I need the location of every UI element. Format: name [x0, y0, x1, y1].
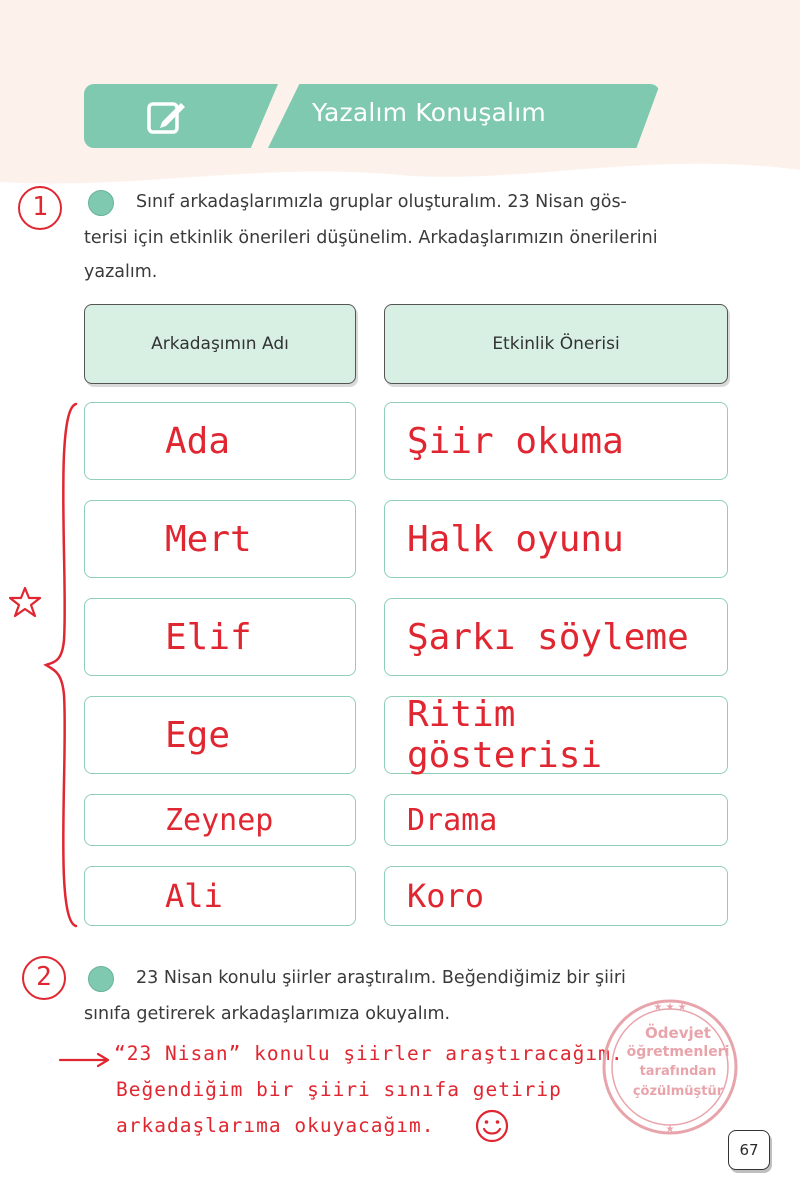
stamp-line-2: öğretmenleri	[626, 1044, 730, 1060]
question-bullet-2	[88, 966, 114, 992]
stamp-line-4: çözülmüştür	[632, 1084, 724, 1099]
row-3-name: Elif	[84, 598, 356, 676]
row-5-idea: Drama	[384, 794, 728, 846]
row-4-name: Ege	[84, 696, 356, 774]
edit-icon	[146, 96, 188, 138]
page-number: 67	[728, 1130, 770, 1170]
question-number-2: 2	[22, 956, 66, 1000]
row-6-name: Ali	[84, 866, 356, 926]
svg-text:★: ★	[665, 1124, 675, 1135]
question-bullet-1	[88, 190, 114, 216]
row-1-name: Ada	[84, 402, 356, 480]
row-3-idea: Şarkı söyleme	[384, 598, 728, 676]
svg-text:★ ★ ★: ★ ★ ★	[653, 1002, 687, 1013]
q2-line-1: 23 Nisan konulu şiirler araştıralım. Beğendiğimiz bir şiiri	[136, 968, 626, 988]
q1-line-1: Sınıf arkadaşlarımızla gruplar oluşturalım. 23 Nisan gös-	[136, 192, 627, 212]
answer-line-1: “23 Nisan” konulu şiirler araştıracağım.	[114, 1042, 624, 1065]
arrow-right-icon	[58, 1052, 112, 1068]
q2-line-2: sınıfa getirerek arkadaşlarımıza okuyalım.	[84, 1004, 451, 1024]
row-2-name: Mert	[84, 500, 356, 578]
header-friend-name: Arkadaşımın Adı	[84, 304, 356, 384]
stamp-line-1: Ödevjet	[645, 1024, 711, 1042]
star-icon	[8, 585, 42, 619]
row-2-idea: Halk oyunu	[384, 500, 728, 578]
banner-title: Yazalım Konuşalım	[312, 98, 546, 127]
header-activity-suggestion: Etkinlik Önerisi	[384, 304, 728, 384]
answer-line-3: arkadaşlarıma okuyacağım.	[116, 1114, 435, 1137]
q1-line-3: yazalım.	[84, 262, 158, 282]
row-5-name: Zeynep	[84, 794, 356, 846]
handwritten-brace	[40, 400, 80, 930]
row-6-idea: Koro	[384, 866, 728, 926]
row-1-idea: Şiir okuma	[384, 402, 728, 480]
answer-line-2: Beğendiğim bir şiiri sınıfa getirip	[116, 1078, 562, 1101]
question-number-1: 1	[18, 186, 62, 230]
smiley-icon	[474, 1108, 510, 1144]
stamp-line-3: tarafından	[639, 1064, 717, 1079]
q1-line-2: terisi için etkinlik önerileri düşünelim. Arkadaşlarımızın önerilerini	[84, 228, 658, 248]
row-4-idea: Ritim gösterisi	[384, 696, 728, 774]
